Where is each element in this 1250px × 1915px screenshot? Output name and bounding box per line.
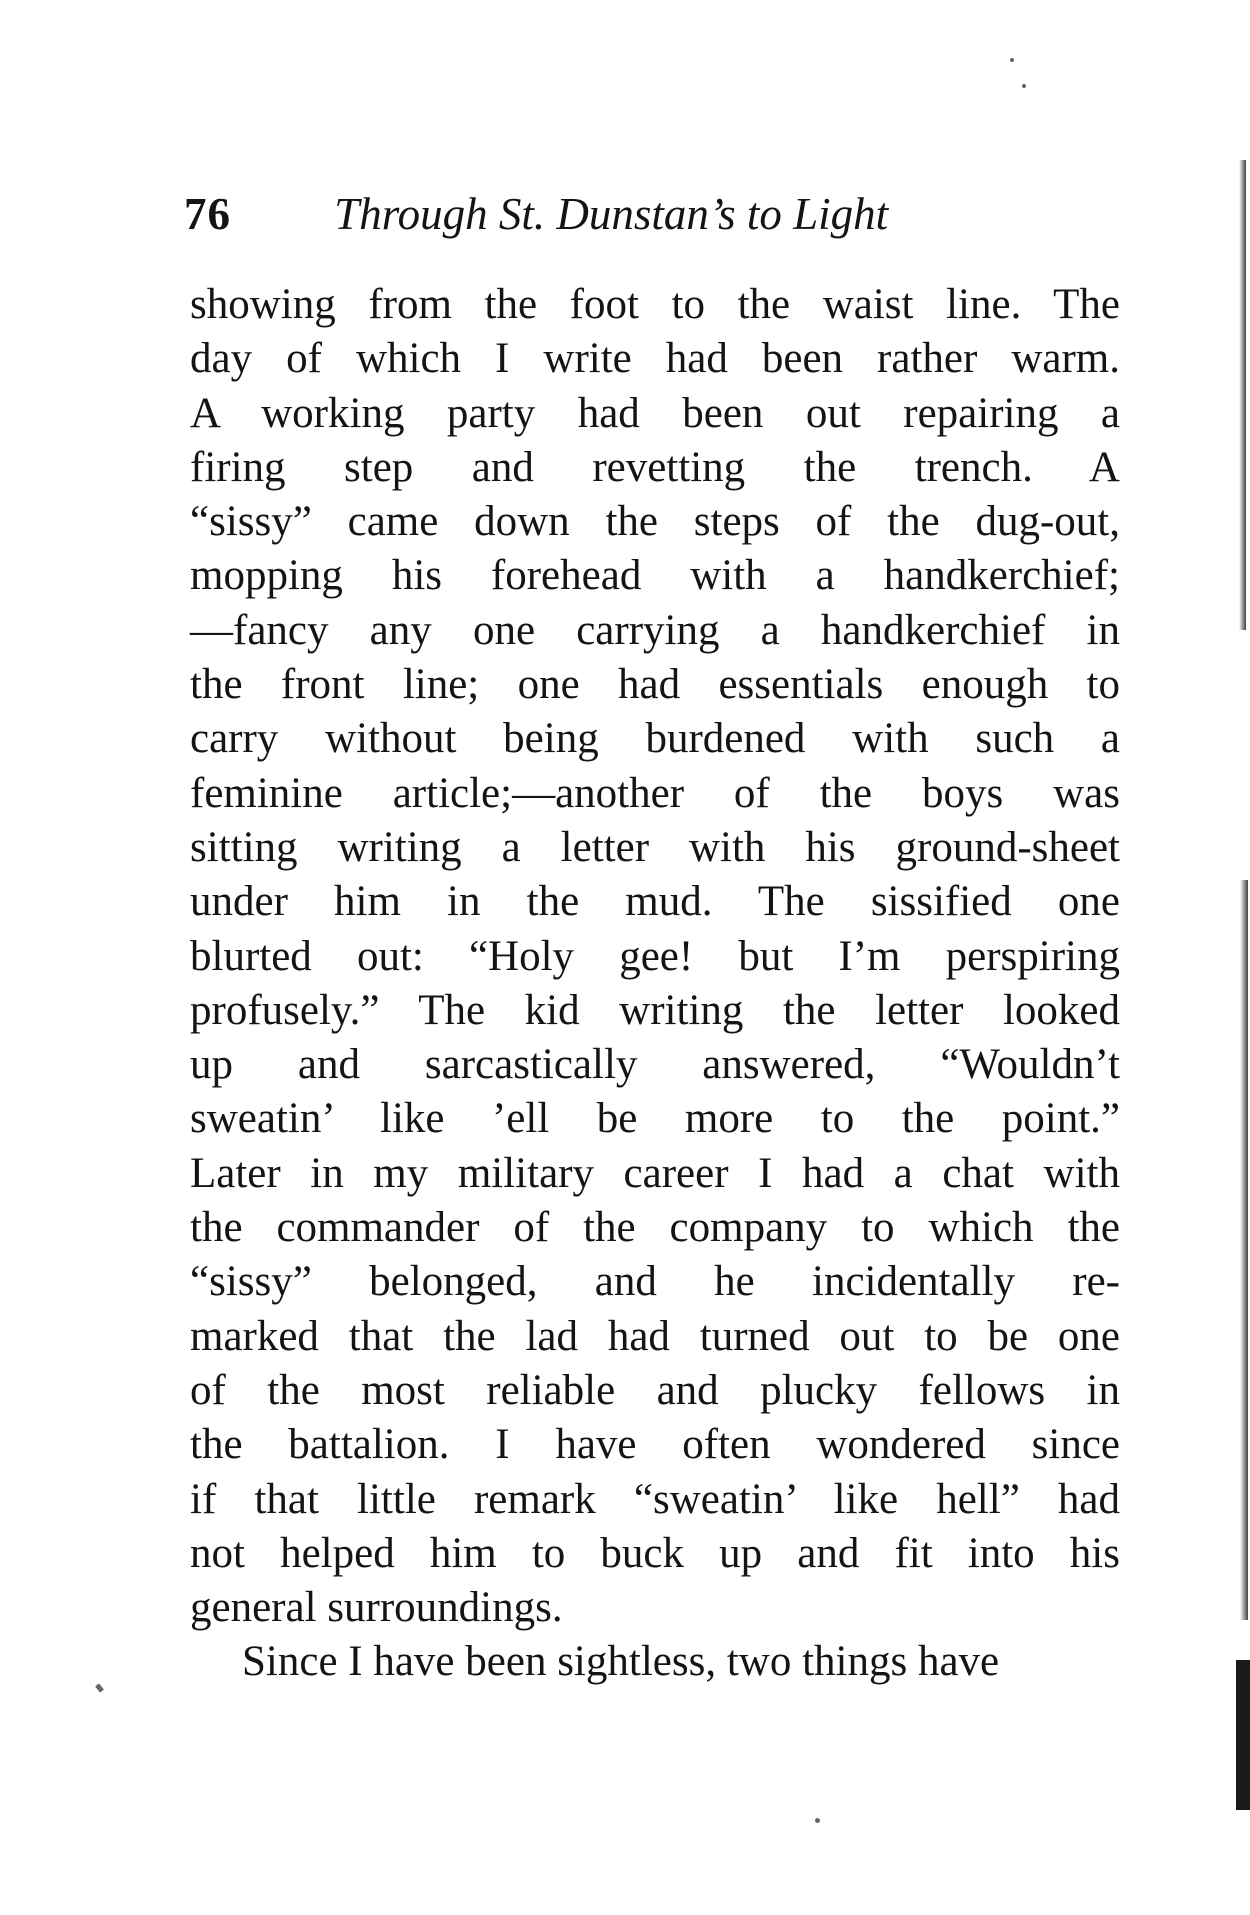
text-line: general surroundings.: [190, 1584, 563, 1632]
text-line: not helped him to buck up and fit into his: [190, 1529, 1120, 1577]
page-number: 76: [184, 189, 231, 239]
scan-edge-shadow: [1239, 160, 1246, 630]
text-line: sitting writing a letter with his ground-sheet: [190, 823, 1120, 871]
text-line: firing step and revetting the trench. A: [190, 443, 1120, 491]
text-line: the front line; one had essentials enough to: [190, 661, 1120, 709]
scan-speck: [95, 1683, 104, 1692]
text-line: marked that the lad had turned out to be one: [190, 1312, 1120, 1360]
scan-speck: [1010, 58, 1014, 62]
text-line: day of which I write had been rather warm.: [190, 335, 1120, 383]
text-line: —fancy any one carrying a handkerchief in: [190, 606, 1120, 654]
page-header: [184, 184, 1124, 244]
text-line: A working party had been out repairing a: [190, 389, 1120, 437]
text-line: of the most reliable and plucky fellows in: [190, 1366, 1120, 1414]
text-line: “sissy” came down the steps of the dug-out,: [190, 498, 1120, 546]
running-title: Through St. Dunstan’s to Light: [334, 189, 889, 239]
text-line: blurted out: “Holy gee! but I’m perspiring: [190, 932, 1120, 980]
text-line: if that little remark “sweatin’ like hell” had: [190, 1475, 1120, 1523]
text-line: sweatin’ like ’ell be more to the point.”: [190, 1095, 1120, 1143]
scan-speck: [815, 1818, 820, 1823]
body-text: [190, 278, 1120, 1690]
text-line: Later in my military career I had a chat with: [190, 1149, 1120, 1197]
scan-edge-shadow: [1236, 1660, 1250, 1810]
text-line: feminine article;—another of the boys was: [190, 769, 1120, 817]
text-line: mopping his forehead with a handkerchief;: [190, 552, 1120, 600]
text-line: under him in the mud. The sissified one: [190, 878, 1120, 926]
text-line: carry without being burdened with such a: [190, 715, 1120, 763]
text-line: the commander of the company to which the: [190, 1204, 1120, 1252]
text-line: profusely.” The kid writing the letter looked: [190, 986, 1120, 1034]
scan-speck: [1022, 84, 1026, 88]
text-line: “sissy” belonged, and he incidentally re-: [190, 1258, 1120, 1306]
text-line: showing from the foot to the waist line. The: [190, 281, 1120, 328]
text-line: up and sarcastically answered, “Wouldn’t: [190, 1041, 1120, 1089]
text-line: the battalion. I have often wondered since: [190, 1421, 1120, 1469]
text-line: Since I have been sightless, two things have: [242, 1638, 1000, 1686]
scan-edge-shadow: [1240, 880, 1248, 1620]
